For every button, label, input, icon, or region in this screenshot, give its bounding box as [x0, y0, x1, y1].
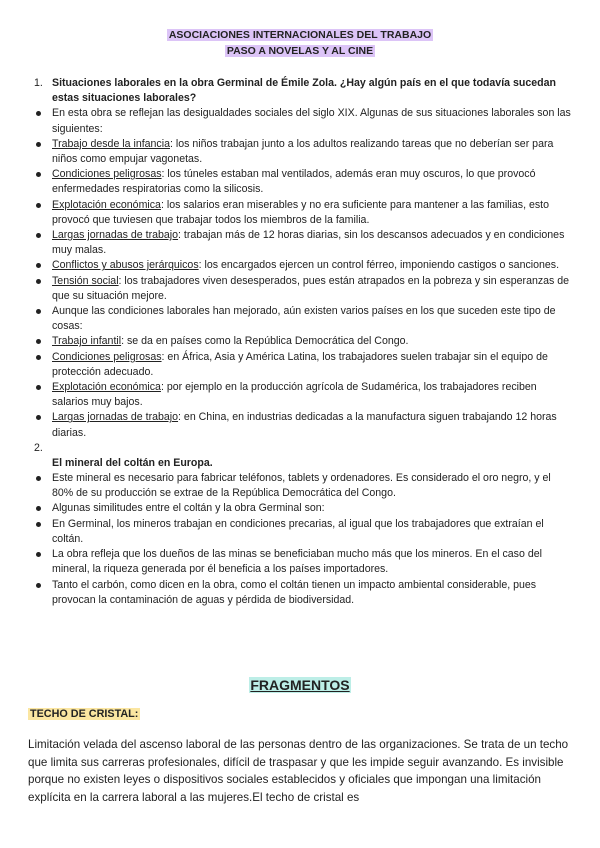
bullet-text: Este mineral es necesario para fabricar teléfonos, tablets y ordenadores. Es considerado el oro negro, y el 80% de su producción se extrae de la República Democrática del Congo. [52, 472, 551, 500]
bullet-text: : los niños trabajan junto a los adultos realizando tareas que no deberían ser para niños como empujar vagonetas. [52, 137, 554, 166]
bullet-item [34, 304, 574, 334]
bullet-item [34, 578, 574, 608]
bullet-label: Tensión social [52, 274, 119, 287]
bullet-dot-icon [36, 522, 41, 527]
main-content [34, 76, 574, 608]
bullet-dot-icon [36, 476, 41, 481]
bullet-item [34, 410, 574, 440]
bullet-label: Largas jornadas de trabajo [52, 411, 179, 424]
bullet-text: : por ejemplo en la producción agrícola de Sudamérica, los trabajadores reciben salarios muy bajos. [52, 381, 537, 409]
bullet-label: Conflictos y abusos jerárquicos [52, 259, 199, 272]
bullet-dot-icon [36, 142, 41, 147]
question-number: 1. [34, 77, 43, 89]
bullet-text: : los trabajadores viven desesperados, pues están atrapados en la pobreza y sin esperanzas de que su situación mejore. [52, 274, 570, 302]
question-1 [34, 76, 574, 106]
bullet-text: En Germinal, los mineros trabajan en condiciones precarias, al igual que los trabajadores que extraían el coltán. [52, 517, 544, 545]
bullet-dot-icon [36, 233, 41, 238]
bullet-label: Condiciones peligrosas [52, 168, 162, 181]
bullet-dot-icon [36, 263, 41, 268]
bullet-label: Condiciones peligrosas [52, 350, 162, 363]
bullet-item [34, 274, 574, 304]
bullet-label: Trabajo desde la infancia [52, 137, 170, 150]
bullet-item [34, 106, 574, 136]
bullet-dot-icon [36, 583, 41, 588]
bullet-item [34, 198, 574, 228]
bullet-text: : se da en países como la República Democrática del Congo. [121, 335, 409, 348]
techo-de-cristal-label: TECHO DE CRISTAL: [30, 708, 139, 720]
bullet-item [34, 547, 574, 577]
bullet-dot-icon [36, 203, 41, 208]
bullet-list-1 [34, 106, 574, 440]
bullet-label: Explotación económica [52, 198, 161, 211]
bullet-dot-icon [36, 355, 41, 360]
bullet-text: Algunas similitudes entre el coltán y la obra Germinal son: [52, 502, 325, 515]
bullet-item [34, 380, 574, 410]
bullet-text: La obra refleja que los dueños de las minas se beneficiaban mucho más que los mineros. En el caso del mineral, la riqueza generada por él beneficia a los países importadores. [52, 548, 542, 576]
bullet-dot-icon [36, 385, 41, 390]
bullet-dot-icon [36, 339, 41, 344]
fragments-heading-text: FRAGMENTOS [250, 677, 350, 693]
bullet-text: : en China, en industrias dedicadas a la manufactura siguen trabajando 12 horas diarias. [52, 411, 557, 439]
bullet-item [34, 471, 574, 501]
techo-de-cristal-paragraph: Limitación velada del ascenso laboral de las personas dentro de las organizaciones. Se trata de un techo que limita sus carreras profesionales, difícil de traspasar y que les impide seguir avanzando. Es invisible porque no existen leyes o dispositivos sociales establecidos y oficiales que impongan una limitación explícita en la carrera laboral a las mujeres.El techo de cristal es [28, 738, 569, 804]
bullet-label: Explotación económica [52, 381, 161, 394]
bullet-label: Largas jornadas de trabajo [52, 229, 179, 242]
bullet-item [34, 258, 574, 273]
question-text: Situaciones laborales en la obra Germinal de Émile Zola. ¿Hay algún país en el que todavía sucedan estas situaciones laborales? [52, 77, 556, 105]
bullet-dot-icon [36, 415, 41, 420]
bullet-item [34, 517, 574, 547]
bullet-item [34, 334, 574, 349]
bullet-text: : trabajan más de 12 horas diarias, sin los descansos adecuados y en condiciones muy malas. [52, 229, 565, 257]
bullet-dot-icon [36, 172, 41, 177]
fragments-heading [0, 677, 600, 693]
bullet-item [34, 350, 574, 380]
bullet-text: En esta obra se reflejan las desigualdades sociales del siglo XIX. Algunas de sus situaciones laborales son las siguientes: [52, 107, 571, 135]
document-title-line2 [0, 45, 600, 57]
bullet-dot-icon [36, 279, 41, 284]
bullet-item [34, 501, 574, 516]
techo-de-cristal-heading [28, 708, 140, 720]
bullet-text: Aunque las condiciones laborales han mejorado, aún existen varios países en los que suceden este tipo de cosas: [52, 305, 556, 333]
bullet-item [34, 137, 574, 167]
question-2-text: El mineral del coltán en Europa. [52, 456, 213, 469]
bullet-text: Tanto el carbón, como dicen en la obra, como el coltán tienen un impacto ambiental considerable, pues provocan la contaminación de aguas y pérdida de biodiversidad. [52, 578, 537, 606]
question-2-number: 2. [34, 441, 43, 454]
bullet-dot-icon [36, 309, 41, 314]
title-highlight: ASOCIACIONES INTERNACIONALES DEL TRABAJO [168, 29, 432, 41]
document-title-line1 [0, 29, 600, 41]
bullet-dot-icon [36, 506, 41, 511]
bullet-text: : los salarios eran miserables y no era suficiente para mantener a las familias, esto provocó que tuviesen que trabajar todos los miembros de la familia. [52, 198, 549, 226]
bullet-item [34, 228, 574, 258]
bullet-label: Trabajo infantil [52, 335, 122, 348]
bullet-text: : en África, Asia y América Latina, los trabajadores suelen trabajar sin el equipo de protección adecuado. [52, 350, 548, 378]
bullet-dot-icon [36, 111, 41, 116]
bullet-text: : los túneles estaban mal ventilados, además eran muy oscuros, lo que provocó enfermedades respiratorias como la silicosis. [52, 168, 536, 196]
bullet-item [34, 167, 574, 197]
bullet-list-2 [34, 471, 574, 608]
bullet-text: : los encargados ejercen un control férreo, imponiendo castigos o sanciones. [198, 259, 560, 272]
subtitle-highlight: PASO A NOVELAS Y AL CINE [226, 45, 374, 57]
bullet-dot-icon [36, 552, 41, 557]
